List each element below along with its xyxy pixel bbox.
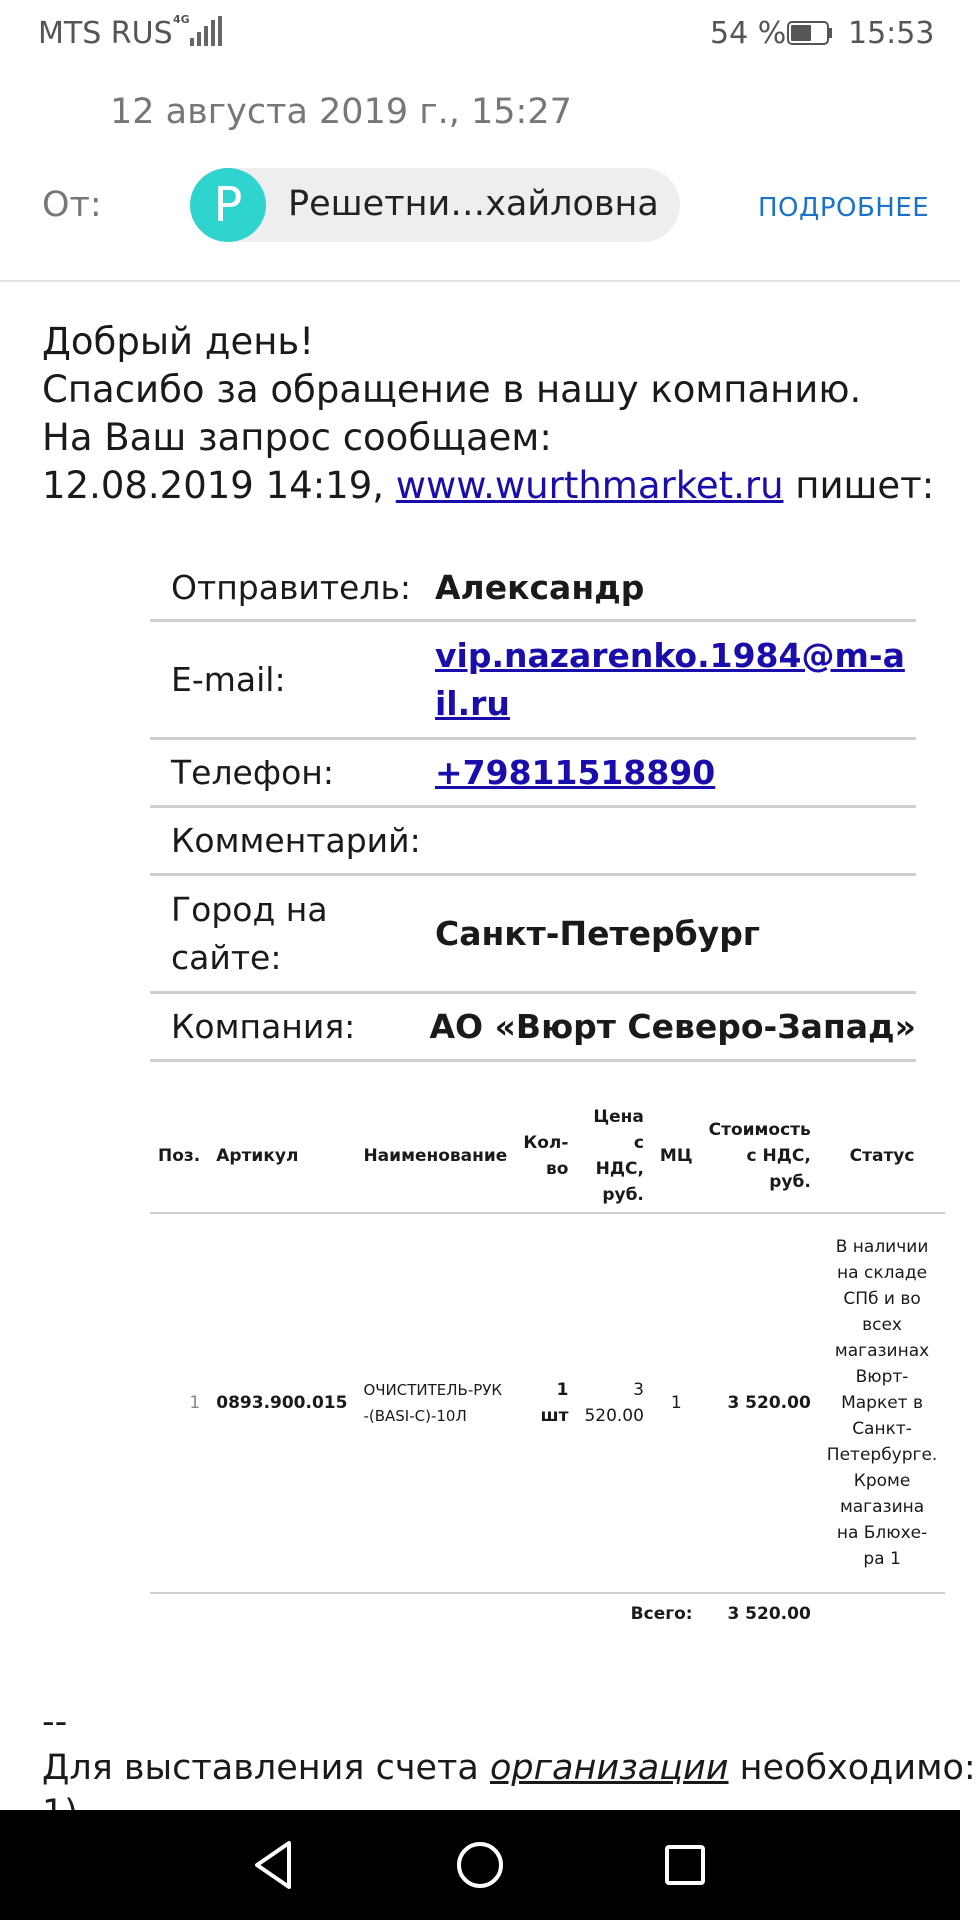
signal-icon <box>190 16 222 46</box>
info-value: Санкт-Петербург <box>435 913 761 953</box>
network-type: 4G <box>173 13 190 26</box>
greeting: Добрый день! <box>42 320 315 363</box>
request-info-table <box>150 556 916 1062</box>
footer-before: Для выставления счета <box>42 1748 490 1788</box>
info-label: Телефон: <box>171 752 334 792</box>
email-link[interactable]: vip.nazarenko.1984@m-ail.ru <box>435 635 905 723</box>
info-label: Город на сайте: <box>171 889 328 977</box>
info-label: Компания: <box>171 1006 356 1046</box>
mail-date: 12 августа 2019 г., 15:27 <box>110 92 572 132</box>
footer-next-line <box>42 1796 78 1810</box>
mail-intro <box>42 318 934 510</box>
info-row-company <box>150 994 916 1062</box>
col-header: МЦ <box>659 1146 693 1166</box>
quote-line <box>42 462 934 510</box>
info-value: АО «Вюрт Северо-Запад» <box>429 1006 916 1046</box>
col-header: Кол-во <box>523 1133 569 1179</box>
col-header: Артикул <box>216 1146 299 1166</box>
order-header-row <box>150 1100 945 1213</box>
info-row-phone <box>150 740 916 808</box>
col-header: Поз. <box>158 1146 201 1166</box>
info-label: E-mail: <box>171 659 286 699</box>
status-bar <box>0 0 960 66</box>
row-name: ОЧИСТИТЕЛЬ-РУК-(BASI-C)-10Л <box>363 1381 503 1425</box>
navigation-bar <box>0 1810 960 1920</box>
status-time: 15:53 <box>848 16 935 51</box>
quote-suffix: пишет: <box>783 464 935 507</box>
recents-icon[interactable] <box>655 1835 715 1895</box>
total-row <box>150 1593 945 1633</box>
order-table <box>150 1100 938 1633</box>
from-label: От: <box>42 185 102 225</box>
row-mc: 1 <box>670 1393 682 1413</box>
table-row <box>150 1213 945 1593</box>
signature-separator: -- <box>42 1702 68 1742</box>
details-link[interactable]: ПОДРОБНЕЕ <box>758 193 930 223</box>
col-header: Наименование <box>363 1146 508 1166</box>
footer-after: необходимо: <box>728 1748 976 1788</box>
info-label: Комментарий: <box>171 820 421 860</box>
row-status: В наличии на складе СПб и во всех магазинах Вюрт-Маркет в Санкт-Петербурге. Кроме магазина на Блюхе-ра 1 <box>826 1237 938 1569</box>
info-value-wrap <box>435 632 916 728</box>
header-divider <box>0 280 960 282</box>
info-row-comment <box>150 808 916 876</box>
info-row-email <box>150 622 916 740</box>
col-header: Стоимость с НДС, руб. <box>708 1120 811 1192</box>
footer-text <box>42 1748 976 1788</box>
col-header: Цена с НДС, руб. <box>593 1107 644 1205</box>
battery-icon <box>787 21 833 45</box>
info-label: Отправитель: <box>171 567 412 607</box>
site-link[interactable]: www.wurthmarket.ru <box>395 464 784 507</box>
row-qty: 1 шт <box>540 1380 569 1426</box>
sender-avatar: Р <box>190 168 266 242</box>
battery-percent: 54 % <box>710 16 787 51</box>
info-value: Александр <box>435 567 645 607</box>
sender-chip[interactable] <box>190 168 680 242</box>
info-value-wrap <box>435 749 916 797</box>
footer-emphasis: организации <box>490 1748 729 1788</box>
col-header: Статус <box>849 1146 915 1166</box>
sender-name: Решетни…хайловна <box>288 184 659 224</box>
row-pos: 1 <box>189 1393 201 1413</box>
carrier-name: MTS RUS <box>38 16 173 51</box>
total-empty <box>819 1593 946 1633</box>
thanks-line: Спасибо за обращение в нашу компанию. <box>42 368 862 411</box>
back-icon[interactable] <box>245 1835 305 1895</box>
home-icon[interactable] <box>450 1835 510 1895</box>
row-cost: 3 520.00 <box>727 1393 811 1413</box>
info-row-sender <box>150 556 916 622</box>
total-label: Всего: <box>630 1603 693 1624</box>
row-article: 0893.900.015 <box>216 1393 348 1413</box>
phone-link[interactable]: +79811518890 <box>435 752 716 792</box>
reply-line: На Ваш запрос сообщаем: <box>42 416 552 459</box>
row-price: 3 520.00 <box>584 1380 644 1426</box>
info-row-city <box>150 876 916 994</box>
quote-prefix: 12.08.2019 14:19, <box>42 464 396 507</box>
total-value: 3 520.00 <box>727 1603 811 1624</box>
